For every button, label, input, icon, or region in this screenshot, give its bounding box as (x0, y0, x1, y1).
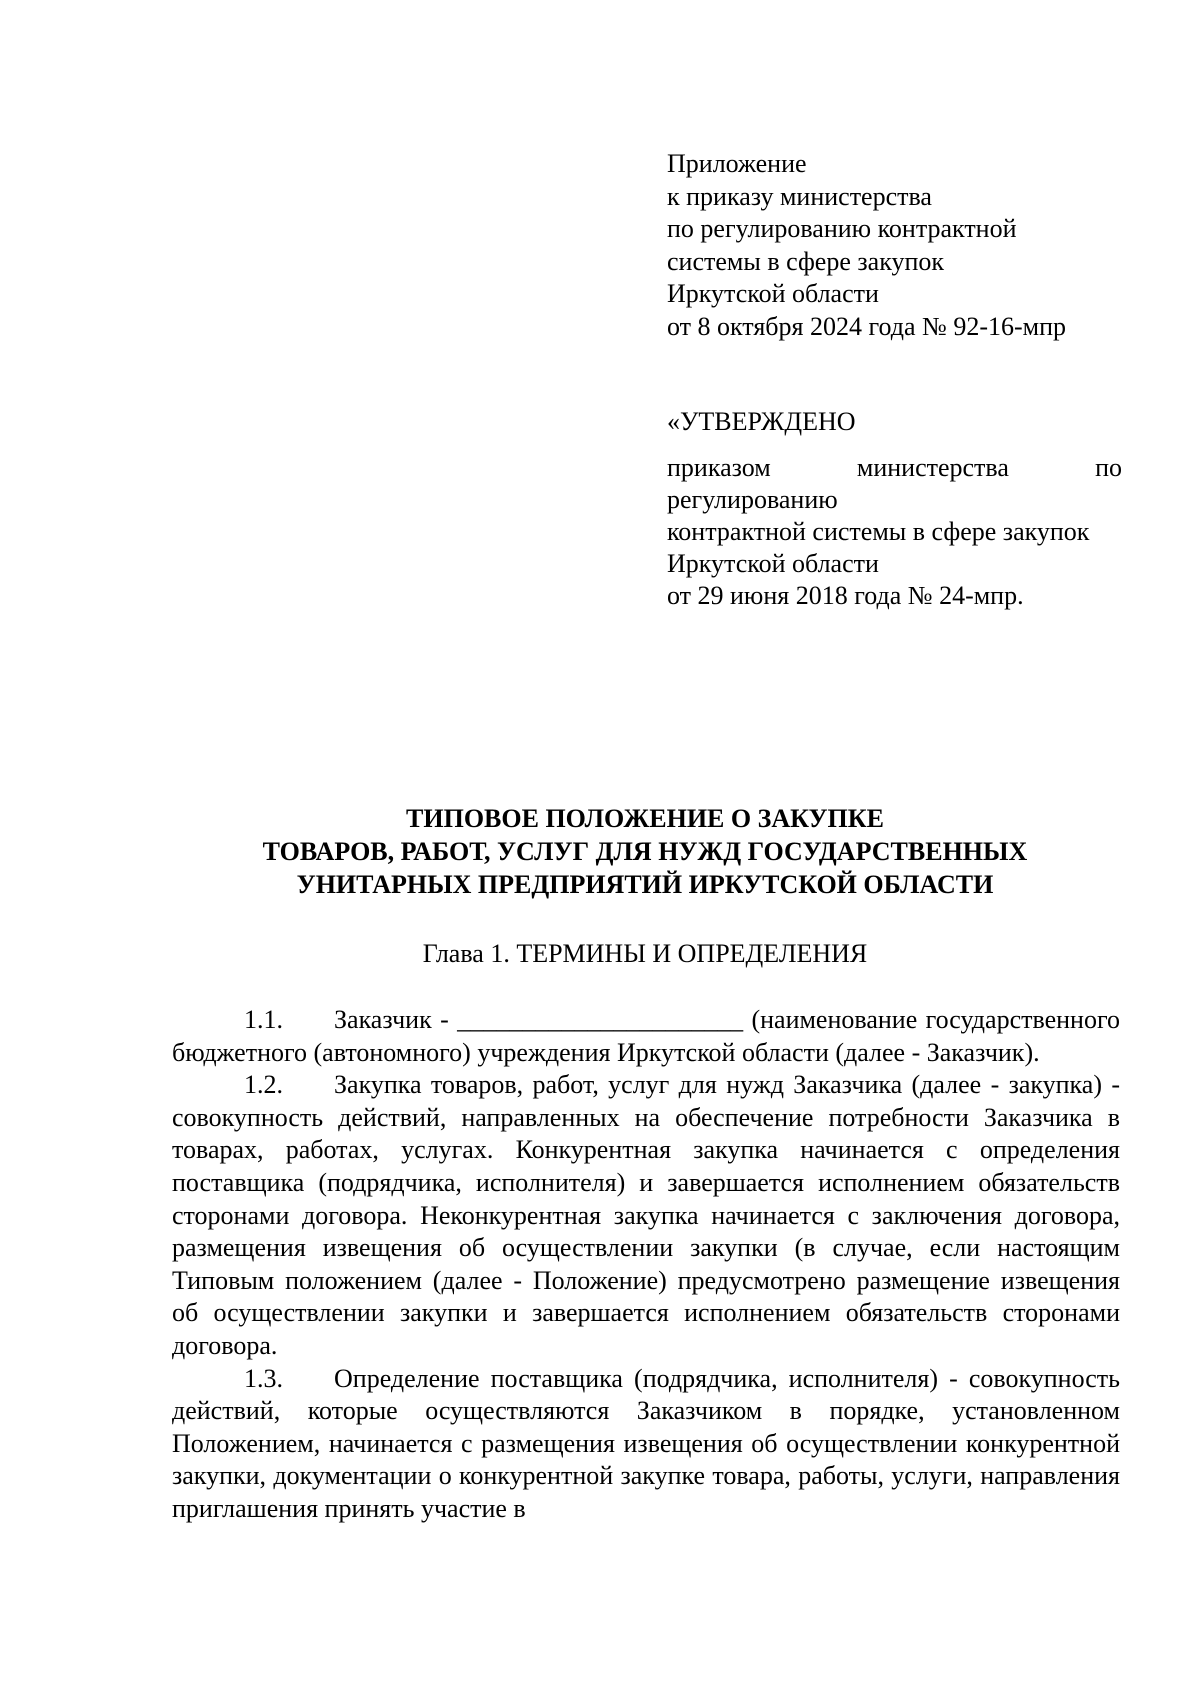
document-body (172, 1004, 1120, 1526)
paragraph (172, 1363, 1120, 1526)
appendix-line: Приложение (667, 149, 807, 178)
appendix-line: к приказу министерства (667, 181, 932, 211)
paragraph-text: Определение поставщика (подрядчика, исполнителя) - совокупность действий, которые осуществляются Заказчиком в порядке, установленном Положением, начинается с размещения извещения об осуществлении конкурентной закупки, документации о конкурентной закупке товара, работы, услуги, направления приглашения принять участие в (172, 1363, 1120, 1523)
appendix-line: по регулированию контрактной (667, 214, 1017, 243)
appendix-line: Иркутской области (667, 279, 879, 308)
approval-region: Иркутской области (667, 549, 879, 578)
approval-block (667, 406, 1122, 612)
paragraph-number: 1.2. (244, 1070, 283, 1100)
paragraph-text: Закупка товаров, работ, услуг для нужд Заказчика (далее - закупка) - совокупность действий, направленных на обеспечение потребности Заказчика в товарах, работах, услугах. Конкурентная закупка начинается с определения поставщика (подрядчика, исполнителя) и завершается исполнением обязательств сторонами договора. Неконкурентная закупка начинается с заключения договора, размещения извещения об осуществлении закупки (в случае, если настоящим Типовым положением (далее - Положение) предусмотрено размещение извещения об осуществлении закупки и завершается исполнением обязательств сторонами договора. (172, 1070, 1120, 1360)
appendix-block (667, 148, 1137, 343)
approval-order-text: приказом министерства по регулированию (667, 453, 1122, 514)
title-line: УНИТАРНЫХ ПРЕДПРИЯТИЙ ИРКУТСКОЙ ОБЛАСТИ (296, 870, 994, 899)
title-line: ТОВАРОВ, РАБОТ, УСЛУГ ДЛЯ НУЖД ГОСУДАРСТВЕННЫХ (262, 837, 1028, 866)
document-title (120, 802, 1170, 901)
paragraph (172, 1004, 1120, 1069)
paragraph-text: Заказчик - ______________________ (наименование государственного бюджетного (автономного) учреждения Иркутской области (далее - Заказчик). (172, 1005, 1120, 1067)
paragraph (172, 1069, 1120, 1362)
title-line: ТИПОВОЕ ПОЛОЖЕНИЕ О ЗАКУПКЕ (406, 804, 884, 833)
approval-date: от 29 июня 2018 года № 24-мпр. (667, 581, 1024, 610)
chapter-heading: Глава 1. ТЕРМИНЫ И ОПРЕДЕЛЕНИЯ (422, 939, 868, 968)
approval-system-text: контрактной системы в сфере закупок (667, 517, 1090, 546)
paragraph-number: 1.1. (244, 1005, 283, 1034)
appendix-line: от 8 октября 2024 года № 92-16-мпр (667, 311, 1067, 341)
appendix-line: системы в сфере закупок (667, 246, 944, 276)
approval-heading: «УТВЕРЖДЕНО (667, 407, 856, 436)
paragraph-number: 1.3. (244, 1363, 283, 1393)
